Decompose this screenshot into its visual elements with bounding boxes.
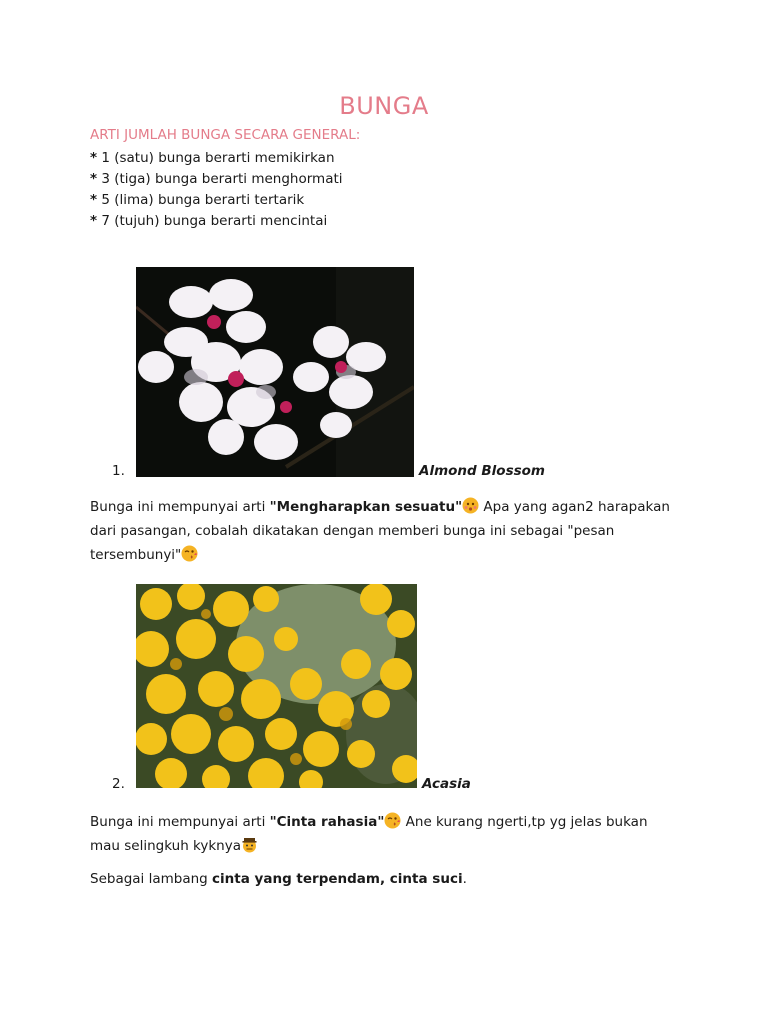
section-subtitle: ARTI JUMLAH BUNGA SECARA GENERAL: (90, 127, 361, 143)
page-title: BUNGA (339, 92, 429, 120)
flower-caption: Almond Blossom (419, 463, 545, 479)
meaning-item: * 7 (tujuh) bunga berarti mencintai (90, 213, 328, 229)
acasia-photo (136, 584, 417, 788)
kiss-face-icon (181, 545, 198, 562)
meaning-list (90, 148, 343, 232)
flower-caption: Acasia (422, 776, 471, 792)
detective-face-icon (241, 836, 258, 853)
meaning-item: * 1 (satu) bunga berarti memikirkan (90, 150, 335, 166)
closing-sentence: Sebagai lambang cinta yang terpendam, cinta suci. (90, 871, 467, 887)
wishing-face-icon (462, 497, 479, 514)
meaning-item: * 3 (tiga) bunga berarti menghormati (90, 171, 343, 187)
kiss-face-icon (384, 812, 401, 829)
flower-description: Bunga ini mempunyai arti "Cinta rahasia" Ane kurang ngerti,tp yg jelas bukan mau selingkuh kyknya (90, 814, 648, 854)
meaning-item: * 5 (lima) bunga berarti tertarik (90, 192, 305, 208)
flower-description: Bunga ini mempunyai arti "Mengharapkan sesuatu" Apa yang agan2 harapakan dari pasangan, cobalah dikatakan dengan memberi bunga ini sebagai "pesan tersembunyi" (90, 499, 670, 563)
list-number: 1. (112, 463, 125, 479)
almond-blossom-photo (136, 267, 414, 477)
list-number: 2. (112, 776, 125, 792)
